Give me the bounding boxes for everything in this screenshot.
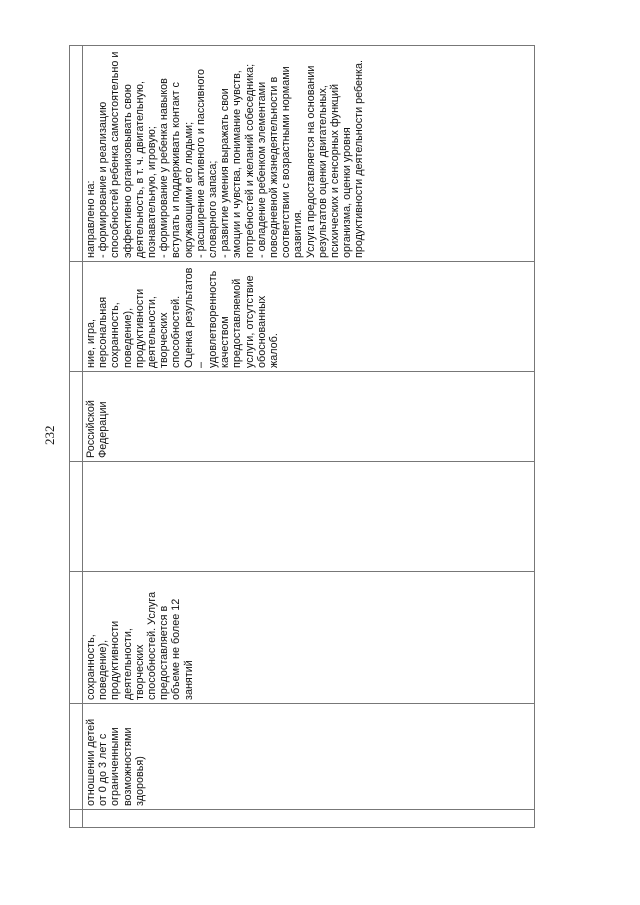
recipients-cell: отношении детей от 0 до 3 лет с ограниченными возможностями здоровья) [83,703,534,809]
page-number: 232 [42,425,57,445]
table-cell [70,371,82,461]
table-cell [70,571,82,703]
empty-cell [83,461,534,571]
table-cell [70,703,82,809]
description-cell: направлено на: - формирование и реализацию способностей ребенка самостоятельно и эффективно организовывать свою деятельность, в т. ч. двигательную, познавательную, игровую; - формирование у ребенка навыков вступать и поддерживать контакт с окружающими его людьми; - расширение активного и пассивного словарного запаса; - развитие умения выражать свои эмоции и чувства, понимание чувств, потребностей и желаний собеседника; - овладение ребенком элементами повседневной жизнедеятельности в соответствии с возрастными нормами развития. Услуга предоставляется на основании результатов оценки двигательных, психических и сенсорных функций организма, оценки уровня продуктивности деятельности ребенка. [85,51,366,258]
table-cell [70,461,82,571]
table-cell [70,809,82,827]
table-top-row [70,46,83,827]
data-table [69,45,535,828]
table-cell [83,809,534,827]
quality-cell: ние, игра, персональная сохранность, поведение), продуктивности деятельности, творческих способностей. Оценка результатов – удовлетворенность качеством предоставляемой услуги, отсутствие обоснованных жалоб. [83,261,534,371]
legal-basis-cell: Российской Федерации [83,371,534,461]
table-cell [70,46,82,261]
table-row [83,46,534,827]
table-cell [70,261,82,371]
indicators-cell: сохранность, поведение), продуктивности деятельности, творческих способностей. Услуга предоставляется в объеме не более 12 занятий [83,571,534,703]
